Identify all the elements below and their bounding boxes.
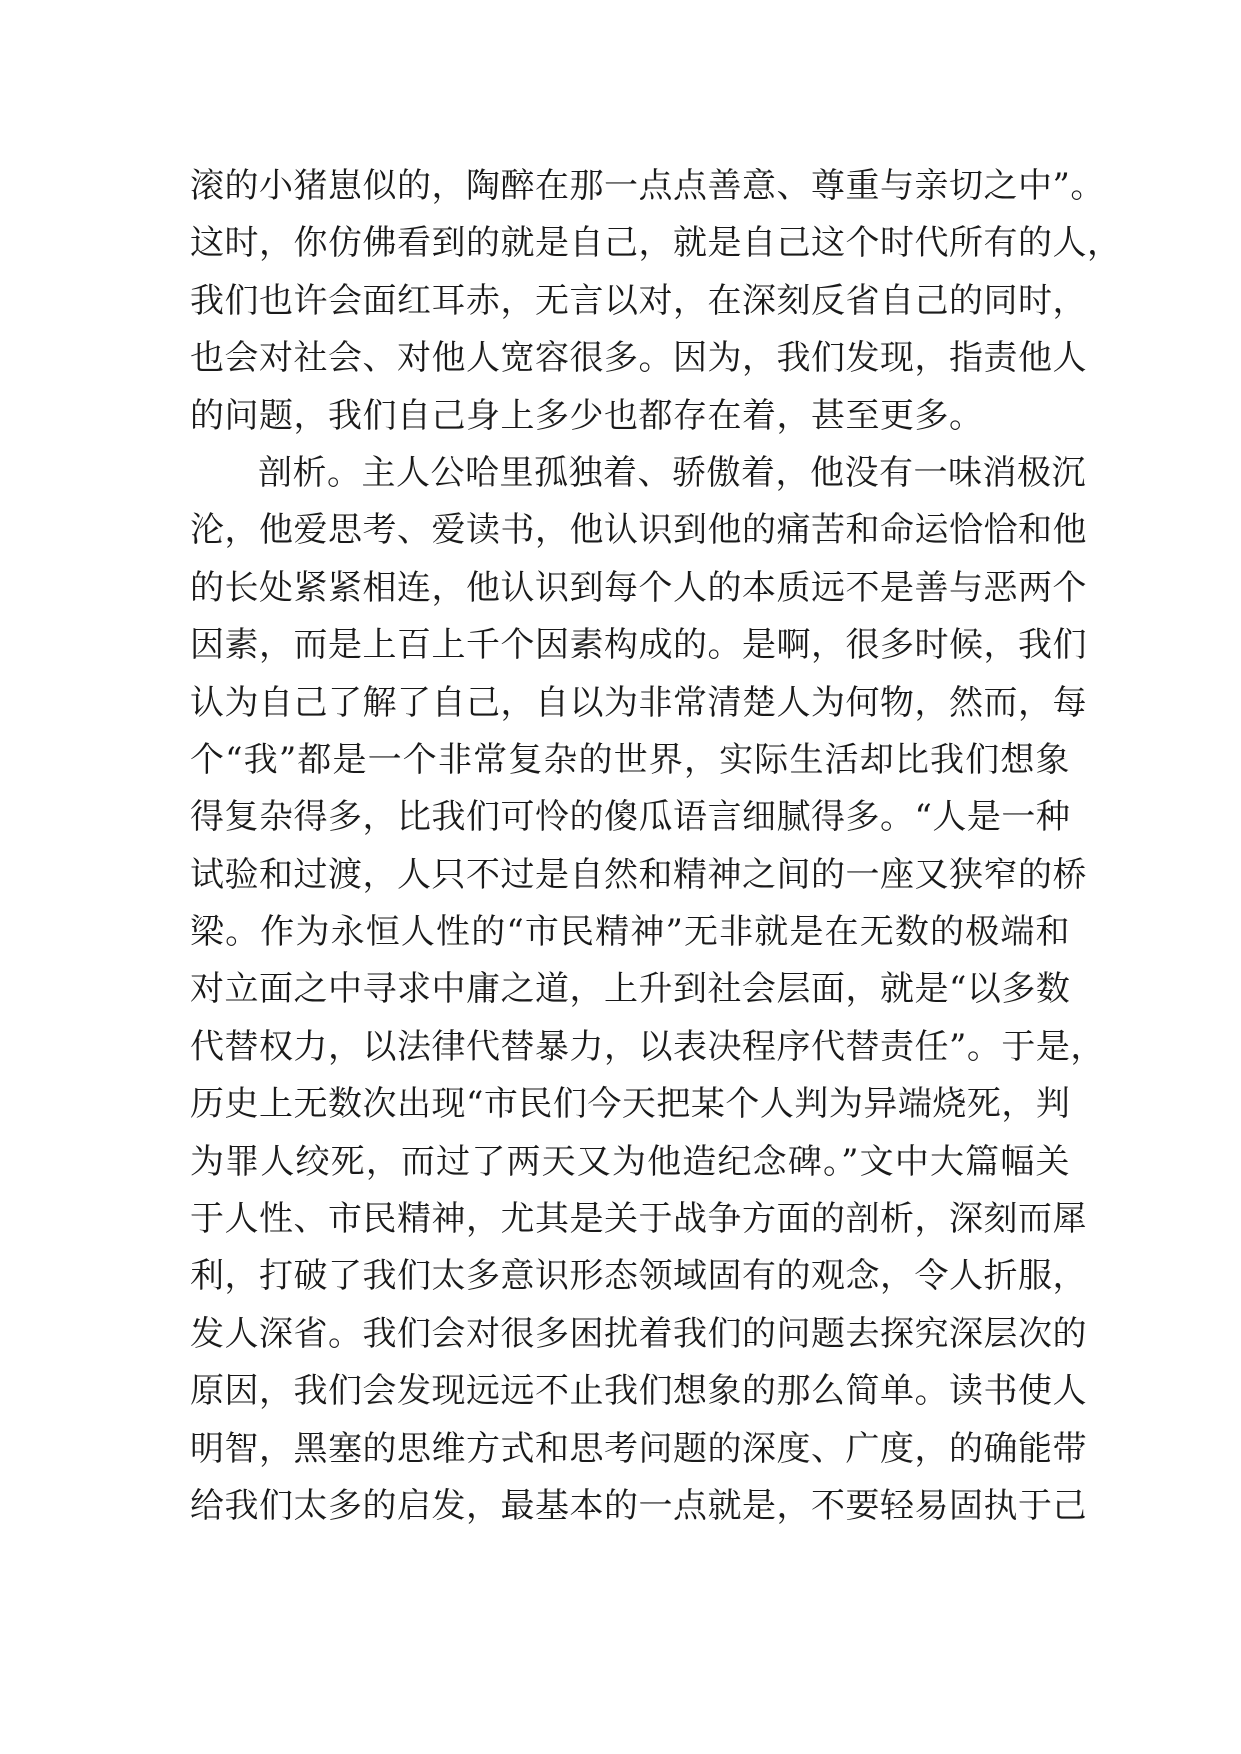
text-line-24: 给我们太多的启发，最基本的一点就是，不要轻易固执于己 xyxy=(190,1485,1087,1526)
text-line-8: 的长处紧紧相连，他认识到每个人的本质远不是善与恶两个 xyxy=(190,567,1087,608)
text-line-23: 明智，黑塞的思维方式和思考问题的深度、广度，的确能带 xyxy=(190,1428,1087,1469)
text-line-18: 为罪人绞死，而过了两天又为他造纪念碑。”文中大篇幅关 xyxy=(190,1141,1070,1182)
text-line-14: 梁。作为永恒人性的“市民精神”无非就是在无数的极端和 xyxy=(190,912,1070,953)
text-line-6-paragraph-start: 剖析。主人公哈里孤独着、骄傲着，他没有一味消极沉 xyxy=(258,452,1086,493)
text-line-10: 认为自己了解了自己，自以为非常清楚人为何物，然而，每 xyxy=(190,682,1087,723)
text-line-15: 对立面之中寻求中庸之道，上升到社会层面，就是“以多数 xyxy=(190,969,1071,1010)
text-line-7: 沦，他爱思考、爱读书，他认识到他的痛苦和命运恰恰和他 xyxy=(190,510,1087,551)
text-line-3: 我们也许会面红耳赤，无言以对，在深刻反省自己的同时， xyxy=(190,280,1087,321)
text-line-22: 原因，我们会发现远远不止我们想象的那么简单。读书使人 xyxy=(190,1371,1087,1412)
text-line-2: 这时，你仿佛看到的就是自己，就是自己这个时代所有的人， xyxy=(190,223,1122,264)
text-line-12: 得复杂得多，比我们可怜的傻瓜语言细腻得多。“人是一种 xyxy=(190,797,1071,838)
text-line-13: 试验和过渡，人只不过是自然和精神之间的一座又狭窄的桥 xyxy=(190,854,1087,895)
text-line-9: 因素，而是上百上千个因素构成的。是啊，很多时候，我们 xyxy=(190,625,1087,666)
text-line-19: 于人性、市民精神，尤其是关于战争方面的剖析，深刻而犀 xyxy=(190,1199,1087,1240)
text-line-4: 也会对社会、对他人宽容很多。因为，我们发现，指责他人 xyxy=(190,338,1087,379)
text-line-5: 的问题，我们自己身上多少也都存在着，甚至更多。 xyxy=(190,395,984,436)
text-line-16: 代替权力，以法律代替暴力，以表决程序代替责任”。于是， xyxy=(190,1026,1105,1067)
text-line-1: 滚的小猪崽似的，陶醉在那一点点善意、尊重与亲切之中”。 xyxy=(190,166,1105,206)
text-line-21: 发人深省。我们会对很多困扰着我们的问题去探究深层次的 xyxy=(190,1313,1087,1354)
text-line-20: 利，打破了我们太多意识形态领域固有的观念，令人折服， xyxy=(190,1256,1087,1297)
text-line-11: 个“我”都是一个非常复杂的世界，实际生活却比我们想象 xyxy=(190,739,1070,780)
text-line-17: 历史上无数次出现“市民们今天把某个人判为异端烧死，判 xyxy=(190,1084,1071,1125)
body-text xyxy=(190,158,1122,1535)
